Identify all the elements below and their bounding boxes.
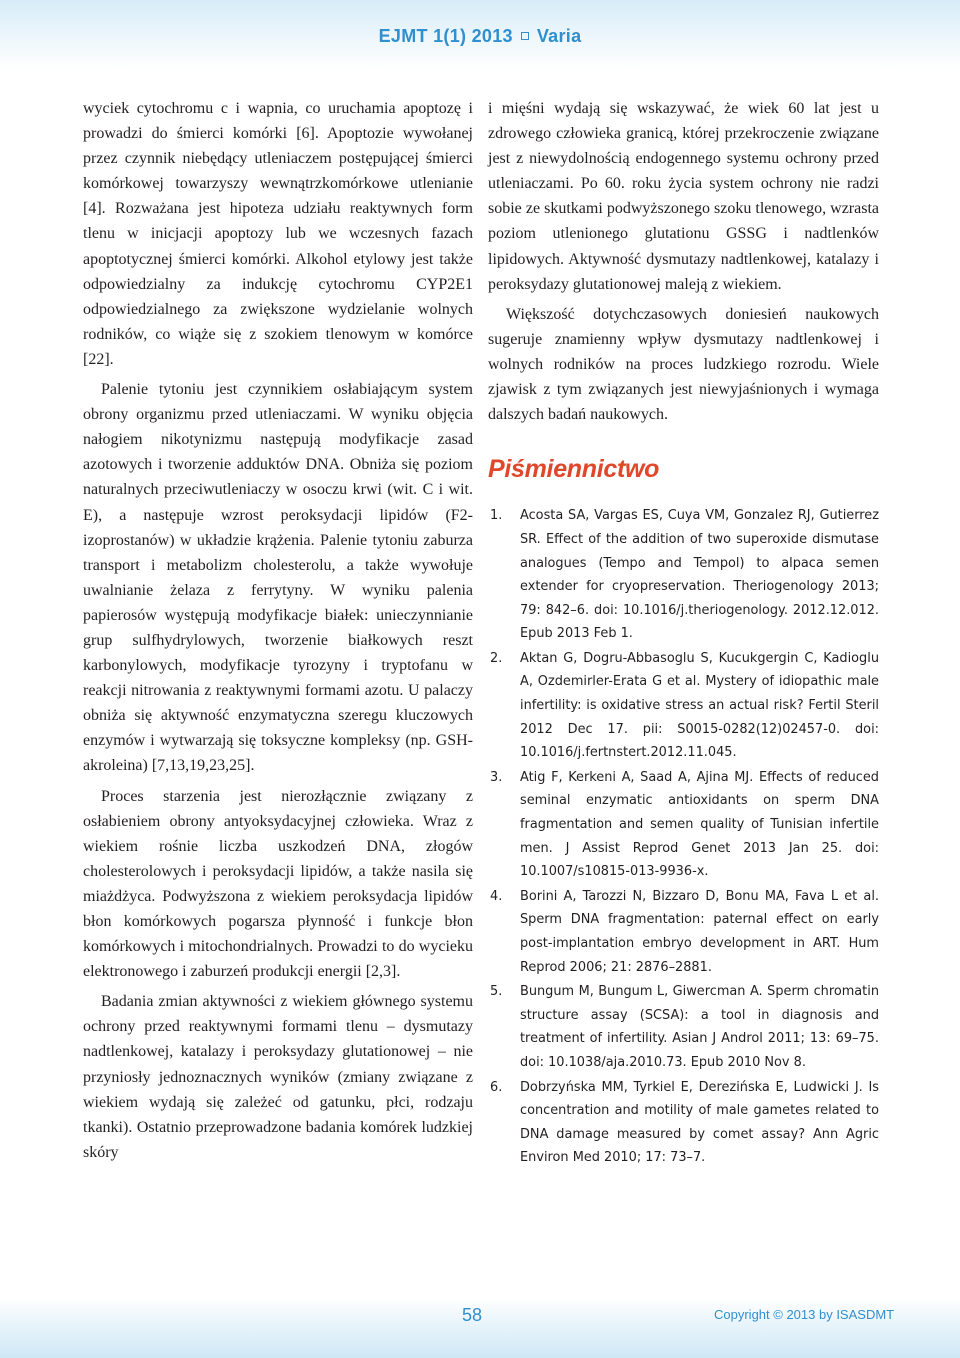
- reference-text: Aktan G, Dogru-Abbasoglu S, Kucukgergin C, Kadioglu A, Ozdemirler-Erata G et al. Mystery of idiopathic male infertility: is oxidative stress an actual risk? Fertil Steril 2012 Dec 17. pii: S0015-0282(12)02457-0. doi: 10.1016/j.fertnstert.2012.11.045.: [520, 650, 879, 761]
- body-paragraph: Większość dotychczasowych doniesień naukowych sugeruje znamienny wpływ dysmutazy nadtlenkowej i wolnych rodników na proces ludzkiego rozrodu. Wiele zjawisk z tym związanych jest niewyjaśnionych i wymaga dalszych badań naukowych.: [488, 305, 879, 424]
- body-paragraph: Palenie tytoniu jest czynnikiem osłabiającym system obrony organizmu przed utleniaczami. W wyniku objęcia nałogiem nikotynizmu następują modyfikacje zasad azotowych i tworzenie adduktów DNA. Obniża się poziom naturalnych przeciwutleniaczy w osoczu krwi (wit. C i wit. E), a następuje wzrost peroksydacji lipidów (F2-izoprostanów) w układzie krążenia. Palenie tytoniu zaburza transport i metabolizm cholesterolu, a także wywołuje uwalnianie żelaza z ferrytyny. W wyniku palenia papierosów występują modyfikacje białek: unieczynnianie grup sulfhydrylowych, tworzenie białkowych reszt karbonylowych, modyfikacje tyrozyny i tryptofanu w reakcji nitrowania z reaktywnymi formami azotu. U palaczy obniża się aktywność enzymatyczna szeregu kluczowych enzymów i wytwarzają się toksyczne kompleksy (np. GSH-akroleina) [7,13,19,23,25].: [83, 381, 473, 775]
- section-name: Varia: [536, 26, 582, 46]
- copyright-notice: Copyright © 2013 by ISASDMT: [714, 1307, 895, 1322]
- reference-text: Atig F, Kerkeni A, Saad A, Ajina MJ. Effects of reduced seminal enzymatic antioxidants on sperm DNA fragmentation and semen quality of Tunisian infertile men. J Assist Reprod Genet 2013 Jan 25. doi: 10.1007/s10815-013-9936-x.: [520, 769, 879, 880]
- reference-item: [488, 766, 879, 884]
- reference-item: [488, 1076, 879, 1170]
- journal-name: EJMT 1(1) 2013: [378, 26, 513, 46]
- reference-number: 2.: [490, 650, 503, 666]
- reference-number: 1.: [490, 508, 503, 524]
- reference-text: Bungum M, Bungum L, Giwercman A. Sperm chromatin structure assay (SCSA): a tool in diagnosis and treatment of infertility. Asian J Androl 2011; 13: 69–75. doi: 10.1038/aja.2010.73. Epub 2010 Nov 8.: [520, 984, 879, 1070]
- reference-item: [488, 504, 879, 646]
- running-header: [0, 26, 960, 47]
- reference-number: 5.: [490, 984, 503, 1000]
- reference-item: [488, 980, 879, 1074]
- left-column: [83, 96, 473, 1165]
- page-number: 58: [462, 1305, 483, 1325]
- reference-item: [488, 885, 879, 979]
- reference-text: Borini A, Tarozzi N, Bizzaro D, Bonu MA, Fava L et al. Sperm DNA fragmentation: paternal effect on early post-implantation embryo development in ART. Hum Reprod 2006; 21: 2876–2881.: [520, 888, 879, 975]
- body-paragraph: Badania zmian aktywności z wiekiem głównego systemu ochrony przed reaktywnymi formami tlenu – dysmutazy nadtlenkowej, katalazy i peroksydazy glutationowej – nie przyniosły jednoznacznych wyników (zmiany związane z wiekiem wydają się zależeć od gatunku, płci, rodzaju tkanki). Ostatnio przeprowadzone badania komórek ludzkiej skóry: [83, 993, 473, 1161]
- reference-number: 4.: [490, 888, 503, 904]
- body-paragraph: Proces starzenia jest nierozłącznie związany z osłabieniem obrony antyoksydacyjnej człowieka. Wraz z wiekiem rośnie liczba uszkodzeń DNA, złogów cholesterolowych i peroksydacji lipidów, a także nasila się miażdżyca. Podwyższona z wiekiem peroksydacja lipidów błon komórkowych pogarsza płynność i funkcje błon komórkowych i mitochondrialnych. Prowadzi to do wycieku elektronowego i zaburzeń produkcji energii [2,3].: [83, 787, 473, 981]
- reference-text: Acosta SA, Vargas ES, Cuya VM, Gonzalez RJ, Gutierrez SR. Effect of the addition of two superoxide dismutase analogues (Tempo and Tempol) to alpaca semen extender for cryopreservation. Theriogenology 2013; 79: 842–6. doi: 10.1016/j.theriogenology. 2012.12.012. Epub 2013 Feb 1.: [520, 508, 879, 642]
- body-paragraph: wyciek cytochromu c i wapnia, co uruchamia apoptozę i prowadzi do śmierci komórki [6]. Apoptozie wywołanej przez czynnik niebędący utleniaczem postępującej śmierci komórkowej towarzyszy wewnątrzkomórkowe utlenianie [4]. Rozważana jest hipoteza udziału reaktywnych form tlenu w inicjacji apoptozy lub we wczesnych fazach apoptotycznej śmierci komórki. Alkohol etylowy jest także odpowiedzialny za indukcję cytochromu CYP2E1 odpowiedzialnego za zwiększone wydzielanie wolnych rodników, co wiąże się z szokiem tlenowym w komórce [22].: [83, 100, 473, 368]
- reference-item: [488, 647, 879, 765]
- reference-text: Dobrzyńska MM, Tyrkiel E, Derezińska E, Ludwicki J. Is concentration and motility of male gametes related to DNA damage measured by comet assay? Ann Agric Environ Med 2010; 17: 73–7.: [520, 1079, 879, 1166]
- square-separator-icon: [521, 32, 529, 40]
- reference-number: 6.: [490, 1079, 503, 1095]
- references-heading: Piśmiennictwo: [488, 455, 660, 484]
- body-paragraph: i mięśni wydają się wskazywać, że wiek 60 lat jest u zdrowego człowieka granicą, której przekroczenie związane jest z niewydolnością endogennego systemu ochrony przed utleniaczami. Po 60. roku życia system ochrony nie radzi sobie ze skutkami podwyższonego szoku tlenowego, wzrasta poziom utlenionego glutationu GSSG i nadtlenków lipidowych. Aktywność dysmutazy nadtlenkowej, katalazy i peroksydazy glutationowej maleją z wiekiem.: [488, 100, 879, 293]
- right-column: [488, 96, 879, 1171]
- reference-list: [488, 504, 879, 1170]
- reference-number: 3.: [490, 769, 503, 785]
